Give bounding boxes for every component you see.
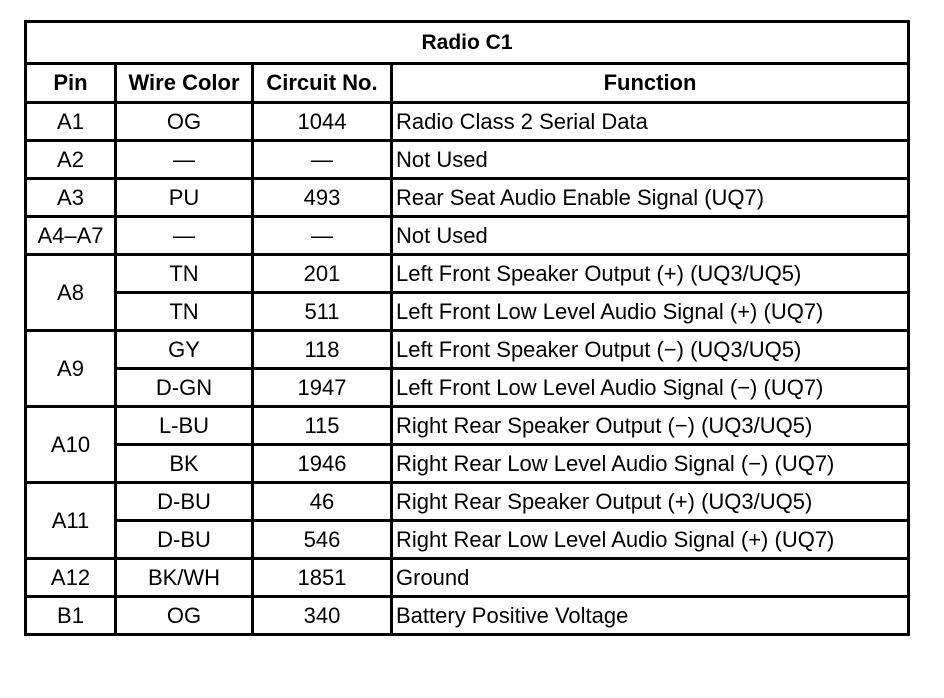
- wire-color-cell: GY: [116, 331, 253, 369]
- table-row: [26, 521, 909, 559]
- pin-cell: A11: [26, 483, 116, 559]
- wire-color-cell: D-GN: [116, 369, 253, 407]
- pin-cell: A10: [26, 407, 116, 483]
- function-cell: Left Front Low Level Audio Signal (−) (UQ7): [392, 369, 909, 407]
- circuit-cell: 340: [253, 597, 392, 635]
- header-circuit-no: Circuit No.: [253, 64, 392, 103]
- function-cell: Right Rear Low Level Audio Signal (−) (UQ7): [392, 445, 909, 483]
- pin-cell: B1: [26, 597, 116, 635]
- table-row: [26, 141, 909, 179]
- connector-pinout-table: [24, 20, 910, 636]
- table-row: [26, 331, 909, 369]
- wire-color-cell: BK/WH: [116, 559, 253, 597]
- function-cell: Radio Class 2 Serial Data: [392, 103, 909, 141]
- connector-table-container: [24, 20, 907, 636]
- function-cell: Battery Positive Voltage: [392, 597, 909, 635]
- pin-cell: A1: [26, 103, 116, 141]
- wire-color-cell: OG: [116, 597, 253, 635]
- table-title: Radio C1: [26, 22, 909, 64]
- table-row: [26, 255, 909, 293]
- table-row: [26, 217, 909, 255]
- circuit-cell: 1946: [253, 445, 392, 483]
- pin-cell: A8: [26, 255, 116, 331]
- circuit-cell: 201: [253, 255, 392, 293]
- circuit-cell: 1044: [253, 103, 392, 141]
- pin-cell: A2: [26, 141, 116, 179]
- wire-color-cell: PU: [116, 179, 253, 217]
- function-cell: Not Used: [392, 217, 909, 255]
- wire-color-cell: BK: [116, 445, 253, 483]
- table-row: [26, 483, 909, 521]
- header-pin: Pin: [26, 64, 116, 103]
- table-header-row: [26, 64, 909, 103]
- table-row: [26, 445, 909, 483]
- function-cell: Not Used: [392, 141, 909, 179]
- wire-color-cell: OG: [116, 103, 253, 141]
- table-row: [26, 103, 909, 141]
- wire-color-cell: D-BU: [116, 521, 253, 559]
- pin-cell: A3: [26, 179, 116, 217]
- function-cell: Right Rear Speaker Output (+) (UQ3/UQ5): [392, 483, 909, 521]
- wire-color-cell: —: [116, 217, 253, 255]
- circuit-cell: 493: [253, 179, 392, 217]
- table-row: [26, 559, 909, 597]
- pin-cell: A9: [26, 331, 116, 407]
- circuit-cell: 118: [253, 331, 392, 369]
- function-cell: Right Rear Low Level Audio Signal (+) (UQ7): [392, 521, 909, 559]
- circuit-cell: —: [253, 217, 392, 255]
- circuit-cell: —: [253, 141, 392, 179]
- table-row: [26, 179, 909, 217]
- function-cell: Left Front Speaker Output (+) (UQ3/UQ5): [392, 255, 909, 293]
- circuit-cell: 1947: [253, 369, 392, 407]
- header-wire-color: Wire Color: [116, 64, 253, 103]
- wire-color-cell: TN: [116, 293, 253, 331]
- function-cell: Left Front Low Level Audio Signal (+) (UQ7): [392, 293, 909, 331]
- table-row: [26, 407, 909, 445]
- table-row: [26, 369, 909, 407]
- table-row: [26, 597, 909, 635]
- circuit-cell: 115: [253, 407, 392, 445]
- function-cell: Ground: [392, 559, 909, 597]
- circuit-cell: 511: [253, 293, 392, 331]
- wire-color-cell: D-BU: [116, 483, 253, 521]
- header-function: Function: [392, 64, 909, 103]
- function-cell: Left Front Speaker Output (−) (UQ3/UQ5): [392, 331, 909, 369]
- table-row: [26, 293, 909, 331]
- pin-cell: A4–A7: [26, 217, 116, 255]
- wire-color-cell: —: [116, 141, 253, 179]
- circuit-cell: 46: [253, 483, 392, 521]
- circuit-cell: 546: [253, 521, 392, 559]
- pin-cell: A12: [26, 559, 116, 597]
- circuit-cell: 1851: [253, 559, 392, 597]
- table-title-row: [26, 22, 909, 64]
- function-cell: Right Rear Speaker Output (−) (UQ3/UQ5): [392, 407, 909, 445]
- wire-color-cell: TN: [116, 255, 253, 293]
- wire-color-cell: L-BU: [116, 407, 253, 445]
- function-cell: Rear Seat Audio Enable Signal (UQ7): [392, 179, 909, 217]
